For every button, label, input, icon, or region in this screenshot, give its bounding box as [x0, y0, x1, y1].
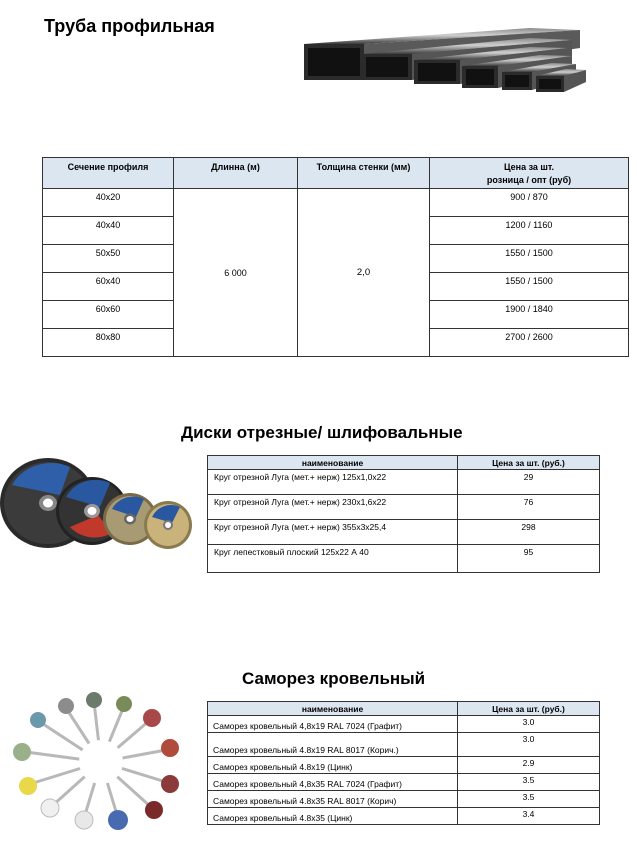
roofing-screws-image	[6, 690, 196, 830]
cell-price: 3.0	[458, 733, 600, 757]
header-name: наименование	[208, 702, 458, 716]
cell-name: Круг отрезной Луга (мет.+ нерж) 355х3х25,4	[208, 520, 458, 545]
table-row	[208, 733, 600, 757]
cell-price: 298	[458, 520, 600, 545]
cell-section: 50х50	[43, 245, 174, 273]
header-name: наименование	[208, 456, 458, 470]
discs-price-table	[207, 455, 600, 573]
cell-name: Саморез кровельный 4,8х19 RAL 7024 (Графит)	[208, 716, 458, 733]
table-row	[208, 495, 600, 520]
cell-name: Саморез кровельный 4.8х35 (Цинк)	[208, 808, 458, 825]
cell-price: 3.5	[458, 774, 600, 791]
table-row	[208, 716, 600, 733]
table-row	[43, 189, 629, 217]
cell-name: Саморез кровельный 4.8х19 RAL 8017 (Корич.)	[208, 733, 458, 757]
cell-section: 60х40	[43, 273, 174, 301]
table-header-row	[208, 702, 600, 716]
cell-section: 40х40	[43, 217, 174, 245]
cell-section: 60х60	[43, 301, 174, 329]
section-title-pipe: Труба профильная	[44, 16, 215, 36]
cell-price: 29	[458, 470, 600, 495]
cell-name: Саморез кровельный 4.8х35 RAL 8017 (Корич)	[208, 791, 458, 808]
cell-price: 3.5	[458, 791, 600, 808]
table-header-row	[208, 456, 600, 470]
cell-price: 1200 / 1160	[430, 217, 629, 245]
table-row	[208, 808, 600, 825]
header-price: Цена за шт. (руб.)	[458, 702, 600, 716]
cell-name: Круг отрезной Луга (мет.+ нерж) 125х1,0х22	[208, 470, 458, 495]
steel-profile-pipes-image	[300, 22, 590, 100]
cell-name: Круг лепестковый плоский 125х22 А 40	[208, 545, 458, 573]
cell-name: Саморез кровельный 4,8х35 RAL 7024 (Графит)	[208, 774, 458, 791]
cell-price: 2.9	[458, 757, 600, 774]
cell-price: 2700 / 2600	[430, 329, 629, 357]
table-row	[208, 470, 600, 495]
header-price: Цена за шт. (руб.)	[458, 456, 600, 470]
cell-price: 1900 / 1840	[430, 301, 629, 329]
table-row	[208, 791, 600, 808]
cell-section: 40х20	[43, 189, 174, 217]
cell-price: 3.0	[458, 716, 600, 733]
table-row	[208, 774, 600, 791]
header-price	[430, 158, 629, 189]
section-title-discs: Диски отрезные/ шлифовальные	[181, 423, 463, 442]
header-price-line1: Цена за шт.	[503, 162, 555, 172]
table-row	[208, 545, 600, 573]
cell-price: 1550 / 1500	[430, 245, 629, 273]
header-length: Длинна (м)	[174, 158, 298, 189]
table-header-row	[43, 158, 629, 189]
cell-price: 1550 / 1500	[430, 273, 629, 301]
screws-price-table	[207, 701, 600, 825]
pipe-price-table	[42, 157, 629, 357]
cell-price: 76	[458, 495, 600, 520]
cell-thickness: 2,0	[298, 189, 430, 357]
cell-name: Саморез кровельный 4.8х19 (Цинк)	[208, 757, 458, 774]
table-row	[208, 520, 600, 545]
header-thickness: Толщина стенки (мм)	[298, 158, 430, 189]
cell-price: 95	[458, 545, 600, 573]
section-title-screws: Саморез кровельный	[242, 669, 426, 688]
header-price-line2: розница / опт (руб)	[486, 175, 572, 185]
cell-price: 900 / 870	[430, 189, 629, 217]
cell-price: 3.4	[458, 808, 600, 825]
cell-length: 6 000	[174, 189, 298, 357]
cell-section: 80х80	[43, 329, 174, 357]
cell-name: Круг отрезной Луга (мет.+ нерж) 230х1,6х22	[208, 495, 458, 520]
header-section: Сечение профиля	[43, 158, 174, 189]
table-row	[208, 757, 600, 774]
cutting-discs-image	[0, 455, 200, 555]
